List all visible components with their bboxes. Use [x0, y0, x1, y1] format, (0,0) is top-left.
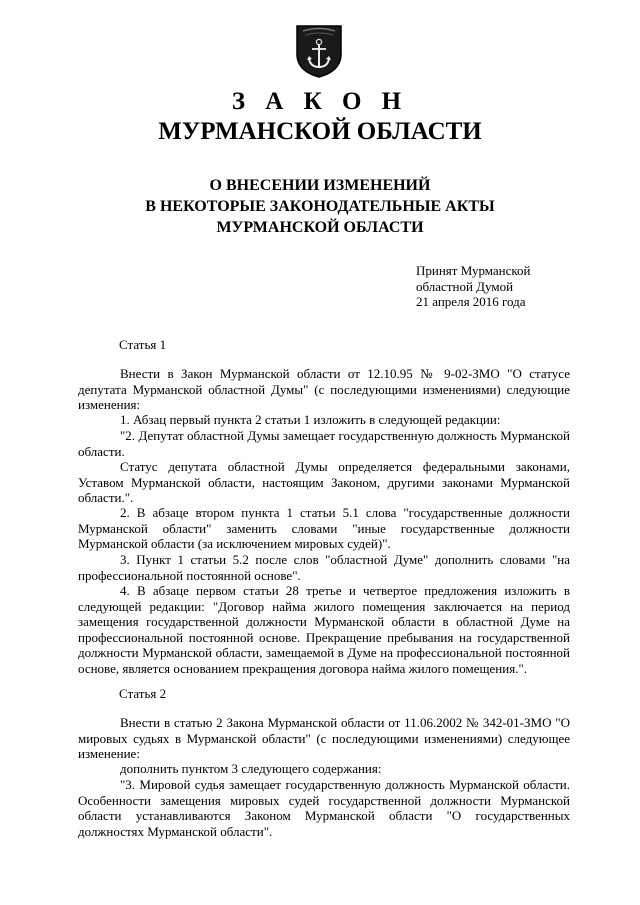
adoption-line: Принят Мурманской	[416, 263, 531, 278]
article-1-paragraph: 2. В абзаце втором пункта 1 статьи 5.1 слова "государственные должности Мурманской области" заменить словами "иные государственные должности Мурманской области (за исключением мировых судей)".	[78, 505, 570, 551]
region-title: МУРМАНСКОЙ ОБЛАСТИ	[158, 118, 482, 145]
law-subject	[0, 175, 640, 238]
article-1-paragraph: 3. Пункт 1 статьи 5.2 после слов "областной Думе" дополнить словами "на профессиональной постоянной основе".	[78, 552, 570, 583]
article-2-paragraph: дополнить пунктом 3 следующего содержания:	[120, 761, 382, 776]
law-subject-line: В НЕКОТОРЫЕ ЗАКОНОДАТЕЛЬНЫЕ АКТЫ	[145, 198, 495, 215]
coat-of-arms-icon	[295, 22, 343, 78]
law-subject-line: О ВНЕСЕНИИ ИЗМЕНЕНИЙ	[209, 177, 431, 194]
article-1-paragraph: Внести в Закон Мурманской области от 12.10.95 № 9-02-ЗМО "О статусе депутата Мурманской областной Думы" (с последующими изменениями) следующие изменения:	[78, 366, 570, 412]
article-2-heading: Статья 2	[119, 686, 167, 701]
article-1-paragraph: "2. Депутат областной Думы замещает государственную должность Мурманской области.	[78, 428, 570, 459]
adoption-date: 21 апреля 2016 года	[416, 294, 526, 309]
article-1-paragraph: Статус депутата областной Думы определяется федеральными законами, Уставом Мурманской области, настоящим Законом, другими законами Мурманской области.".	[78, 459, 570, 505]
law-title: З А К О Н	[231, 88, 409, 115]
article-2-paragraph: Внести в статью 2 Закона Мурманской области от 11.06.2002 № 342-01-ЗМО "О мировых судьях в Мурманской области" (с последующими изменениями) следующее изменение:	[78, 715, 570, 761]
article-1-heading: Статья 1	[119, 337, 167, 352]
law-subject-line: МУРМАНСКОЙ ОБЛАСТИ	[216, 219, 424, 236]
article-1-paragraph: 1. Абзац первый пункта 2 статьи 1 изложить в следующей редакции:	[120, 412, 501, 427]
adoption-note	[416, 263, 531, 310]
adoption-line: областной Думой	[416, 278, 514, 294]
article-2-paragraph: "3. Мировой судья замещает государственную должность Мурманской области. Особенности замещения мировых судей государственной должности Мурманской области устанавливаются Законом Мурманской области "О государственных должностях Мурманской области".	[78, 777, 570, 839]
article-1-paragraph: 4. В абзаце первом статьи 28 третье и четвертое предложения изложить в следующей редакции: "Договор найма жилого помещения заключается на период замещения государственной должности Мурманской области в областной Думе на профессиональной постоянной основе. Прекращение пребывания на государственной должности Мурманской области, замещаемой в Думе на профессиональной постоянной основе, является основанием прекращения договора найма жилого помещения.".	[78, 583, 570, 676]
